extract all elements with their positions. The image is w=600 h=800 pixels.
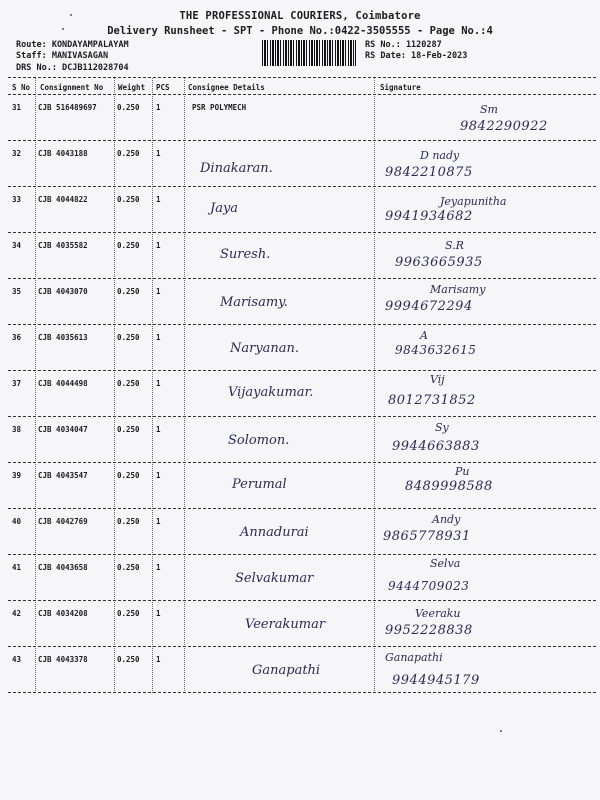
row-consignment-no: CJB 4034047 xyxy=(38,425,88,434)
row-consignment-no: CJB 4043378 xyxy=(38,655,88,664)
row-consignment-no: CJB 4043547 xyxy=(38,471,88,480)
row-sno: 33 xyxy=(12,195,22,204)
row-pcs: 1 xyxy=(156,655,161,664)
row-weight: 0.250 xyxy=(117,333,140,342)
row-consignment-no: CJB 4044822 xyxy=(38,195,88,204)
table-row xyxy=(0,279,600,325)
handwritten-name: Naryanan. xyxy=(230,341,300,356)
document-subtitle: Delivery Runsheet - SPT - Phone No.:0422-3505555 - Page No.:4 xyxy=(107,25,493,37)
table-row xyxy=(0,417,600,463)
handwritten-name: Selvakumar xyxy=(235,571,314,586)
table-row xyxy=(0,95,600,141)
handwritten-phone: 9842290922 xyxy=(460,119,548,134)
row-pcs: 1 xyxy=(156,195,161,204)
handwritten-name: Veerakumar xyxy=(245,617,326,632)
row-pcs: 1 xyxy=(156,287,161,296)
row-sno: 42 xyxy=(12,609,22,618)
handwritten-signature: Veeraku xyxy=(415,607,461,620)
rs-date: RS Date: 18-Feb-2023 xyxy=(365,51,468,61)
handwritten-phone: 9952228838 xyxy=(385,623,473,638)
row-sno: 43 xyxy=(12,655,22,664)
handwritten-phone: 9944663883 xyxy=(392,439,480,454)
table-row xyxy=(0,601,600,647)
handwritten-signature: Sm xyxy=(480,103,498,116)
row-sno: 38 xyxy=(12,425,22,434)
table-row xyxy=(0,509,600,555)
handwritten-name: Dinakaran. xyxy=(200,161,273,176)
handwritten-name: Vijayakumar. xyxy=(228,385,314,400)
table-row xyxy=(0,233,600,279)
row-consignee: PSR POLYMECH xyxy=(192,103,247,112)
scan-speck xyxy=(70,14,72,16)
row-weight: 0.250 xyxy=(117,655,140,664)
handwritten-signature: Vij xyxy=(430,373,445,386)
handwritten-signature: S.R xyxy=(445,239,464,252)
route-label: Route: KONDAYAMPALAYAM xyxy=(16,40,129,50)
row-consignment-no: CJB 4043070 xyxy=(38,287,88,296)
handwritten-signature: Jeyapunitha xyxy=(440,195,507,208)
table-row xyxy=(0,463,600,509)
handwritten-name: Jaya xyxy=(210,201,239,216)
col-header-pcs: PCS xyxy=(156,83,170,92)
row-weight: 0.250 xyxy=(117,287,140,296)
row-consignment-no: CJB 4043658 xyxy=(38,563,88,572)
handwritten-phone: 8012731852 xyxy=(388,393,476,408)
row-pcs: 1 xyxy=(156,563,161,572)
row-sno: 36 xyxy=(12,333,22,342)
handwritten-signature: A xyxy=(420,329,428,342)
row-consignment-no: CJB 4043188 xyxy=(38,149,88,158)
row-consignment-no: CJB 4034208 xyxy=(38,609,88,618)
handwritten-name: Annadurai xyxy=(240,525,309,540)
handwritten-phone: 9994672294 xyxy=(385,299,473,314)
table-row xyxy=(0,555,600,601)
row-pcs: 1 xyxy=(156,425,161,434)
handwritten-name: Marisamy. xyxy=(220,295,288,310)
col-header-weight: Weight xyxy=(118,83,146,92)
table-row xyxy=(0,187,600,233)
row-weight: 0.250 xyxy=(117,609,140,618)
row-sno: 39 xyxy=(12,471,22,480)
handwritten-phone: 9865778931 xyxy=(383,529,471,544)
row-weight: 0.250 xyxy=(117,149,140,158)
row-sno: 41 xyxy=(12,563,22,572)
handwritten-name: Perumal xyxy=(232,477,287,492)
col-header-consignment: Consignment No xyxy=(40,83,104,92)
row-sno: 34 xyxy=(12,241,22,250)
row-pcs: 1 xyxy=(156,333,161,342)
runsheet-rows xyxy=(0,95,600,693)
row-weight: 0.250 xyxy=(117,563,140,572)
document-title: THE PROFESSIONAL COURIERS, Coimbatore xyxy=(179,10,421,22)
handwritten-signature: Selva xyxy=(430,557,461,570)
rs-number: RS No.: 1120287 xyxy=(365,40,442,50)
row-sno: 32 xyxy=(12,149,22,158)
handwritten-signature: Sy xyxy=(435,421,449,434)
barcode-image xyxy=(262,40,356,66)
row-pcs: 1 xyxy=(156,471,161,480)
col-header-consignee: Consignee Details xyxy=(188,83,265,92)
table-row xyxy=(0,371,600,417)
col-header-sno: S No xyxy=(12,83,31,92)
handwritten-signature: Marisamy xyxy=(430,283,486,296)
row-pcs: 1 xyxy=(156,103,161,112)
handwritten-phone: 9944945179 xyxy=(392,673,480,688)
row-pcs: 1 xyxy=(156,609,161,618)
row-weight: 0.250 xyxy=(117,379,140,388)
row-consignment-no: CJB 4044498 xyxy=(38,379,88,388)
handwritten-phone: 8489998588 xyxy=(405,479,493,494)
handwritten-signature: Ganapathi xyxy=(385,651,443,664)
row-pcs: 1 xyxy=(156,241,161,250)
handwritten-phone: 9444709023 xyxy=(388,579,470,593)
row-pcs: 1 xyxy=(156,149,161,158)
handwritten-phone: 9963665935 xyxy=(395,255,483,270)
row-consignment-no: CJB 4035613 xyxy=(38,333,88,342)
row-weight: 0.250 xyxy=(117,195,140,204)
row-sno: 37 xyxy=(12,379,22,388)
table-row xyxy=(0,647,600,693)
handwritten-signature: Pu xyxy=(455,465,470,478)
row-pcs: 1 xyxy=(156,517,161,526)
row-sno: 40 xyxy=(12,517,22,526)
drs-label: DRS No.: DCJB112028704 xyxy=(16,63,129,73)
row-sno: 35 xyxy=(12,287,22,296)
row-weight: 0.250 xyxy=(117,103,140,112)
staff-label: Staff: MANIVASAGAN xyxy=(16,51,109,61)
col-header-signature: Signature xyxy=(380,83,421,92)
handwritten-name: Ganapathi xyxy=(252,663,321,678)
row-consignment-no: CJB 516489697 xyxy=(38,103,97,112)
scan-speck xyxy=(500,730,502,732)
row-consignment-no: CJB 4042769 xyxy=(38,517,88,526)
row-weight: 0.250 xyxy=(117,517,140,526)
row-weight: 0.250 xyxy=(117,241,140,250)
handwritten-phone: 9941934682 xyxy=(385,209,473,224)
handwritten-signature: Andy xyxy=(432,513,461,526)
handwritten-phone: 9842210875 xyxy=(385,165,473,180)
row-sno: 31 xyxy=(12,103,22,112)
handwritten-phone: 9843632615 xyxy=(395,343,477,357)
row-pcs: 1 xyxy=(156,379,161,388)
scan-speck xyxy=(62,28,64,30)
table-row xyxy=(0,141,600,187)
handwritten-name: Suresh. xyxy=(220,247,271,262)
row-weight: 0.250 xyxy=(117,425,140,434)
table-row xyxy=(0,325,600,371)
row-weight: 0.250 xyxy=(117,471,140,480)
handwritten-signature: D nady xyxy=(420,149,460,162)
header-divider-top xyxy=(8,77,596,78)
row-consignment-no: CJB 4035582 xyxy=(38,241,88,250)
handwritten-name: Solomon. xyxy=(228,433,290,448)
